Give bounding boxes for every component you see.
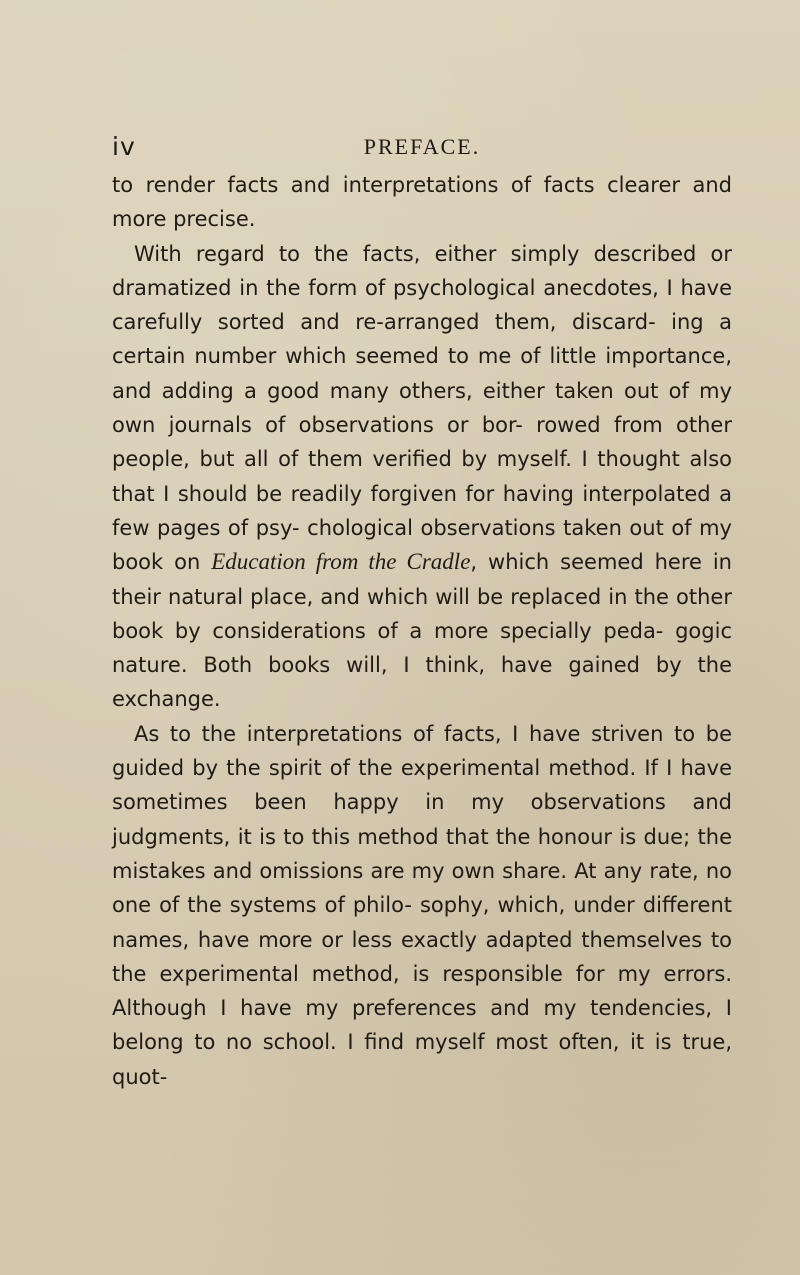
paragraph-1-text: to render facts and interpretations of facts clearer and more precise. <box>112 173 732 232</box>
paragraph-2 <box>112 237 732 717</box>
paragraph-2-text-start: With regard to the facts, either simply described or dramatized in the form of psychological anecdotes, I have carefully sorted and re-arranged them, discard- ing a certain number which seemed to me of little importance, and adding a good many others, either taken out of my own journals of observations or bor- rowed from other people, but all of them verified by myself. I thought also that I should be readily forgiven for having interpolated a few pages of psy- chological observations taken out of my book on <box>112 241 732 575</box>
running-title: PREFACE. <box>363 134 481 159</box>
paragraph-2-text-end: , which seemed here in their natural place, and which will be replaced in the other book by considerations of a more specially peda- gogic nature. Both books will, I think, have gained by the exchange. <box>112 550 732 712</box>
paragraph-3 <box>112 717 732 1094</box>
body-text <box>112 168 732 1094</box>
paragraph-1 <box>112 168 732 237</box>
book-title-reference: Education from the Cradle <box>211 549 471 575</box>
running-head <box>112 132 732 166</box>
page-number: iv <box>112 132 136 161</box>
paragraph-3-text: As to the interpretations of facts, I have striven to be guided by the spirit of the experimental method. If I have sometimes been happy in my observations and judgments, it is to this method that the honour is due; the mistakes and omissions are my own share. At any rate, no one of the systems of philo- sophy, which, under different names, have more or less exactly adapted themselves to the experimental method, is responsible for my errors. Although I have my preferences and my tendencies, I belong to no school. I find myself most often, it is true, quot- <box>112 721 732 1089</box>
